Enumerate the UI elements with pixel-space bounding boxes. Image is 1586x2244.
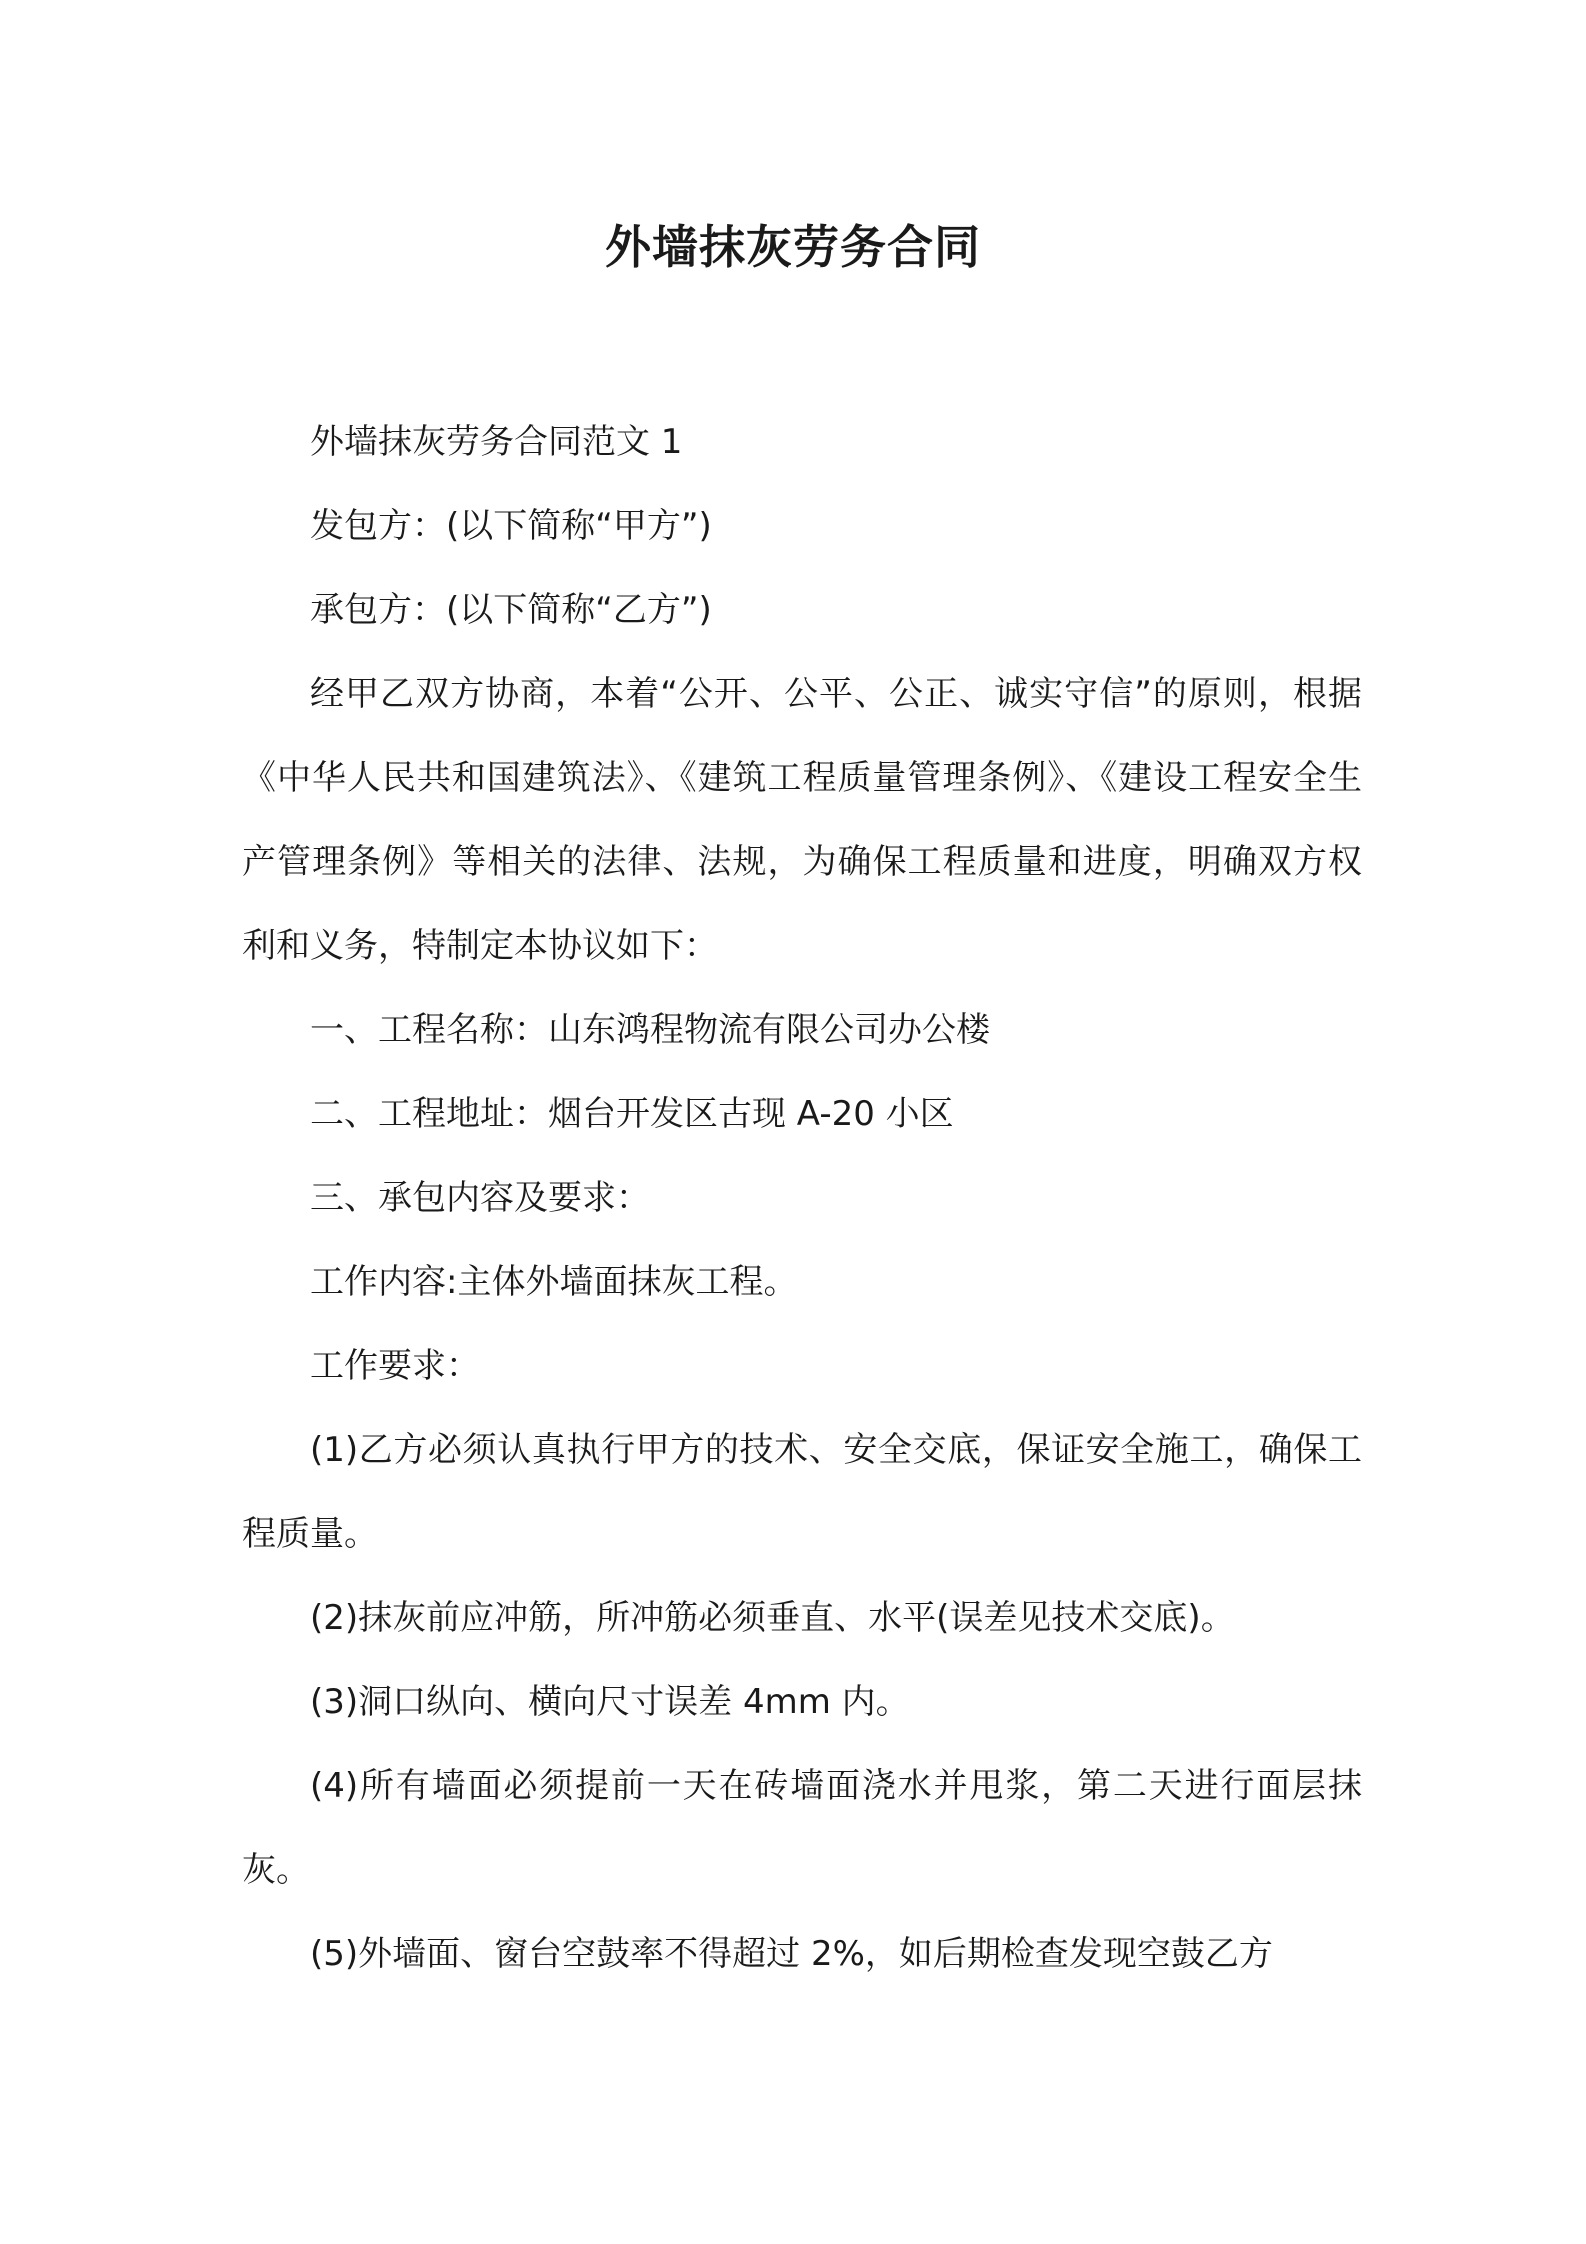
paragraph-scope-heading: 三、承包内容及要求： [310,1178,650,1218]
paragraph-requirement-3: (3)洞口纵向、横向尺寸误差 4mm 内。 [310,1682,910,1722]
paragraph-requirement-1: (1)乙方必须认真执行甲方的技术、安全交底，保证安全施工，确保工程质量。 [242,1430,1362,1554]
paragraph-requirement-5: (5)外墙面、窗台空鼓率不得超过 2%，如后期检查发现空鼓乙方 [310,1934,1273,1974]
paragraph-requirement-4: (4)所有墙面必须提前一天在砖墙面浇水并甩浆，第二天进行面层抹灰。 [242,1766,1362,1890]
paragraph-work-content: 工作内容:主体外墙面抹灰工程。 [310,1262,798,1302]
paragraph-project-address: 二、工程地址：烟台开发区古现 A-20 小区 [310,1094,954,1134]
paragraph-project-name: 一、工程名称：山东鸿程物流有限公司办公楼 [310,1010,990,1050]
paragraph-heading-sample: 外墙抹灰劳务合同范文 1 [310,422,683,462]
paragraph-work-requirements: 工作要求： [310,1346,480,1386]
document-body [242,400,1362,1996]
paragraph-requirement-2: (2)抹灰前应冲筋，所冲筋必须垂直、水平(误差见技术交底)。 [310,1598,1235,1638]
paragraph-party-b: 承包方：(以下简称“乙方”) [310,590,712,630]
paragraph-party-a: 发包方：(以下简称“甲方”) [310,506,712,546]
document-title: 外墙抹灰劳务合同 [605,220,981,274]
paragraph-preamble: 经甲乙双方协商，本着“公开、公平、公正、诚实守信”的原则，根据《中华人民共和国建筑法》、《建筑工程质量管理条例》、《建设工程安全生产管理条例》等相关的法律、法规，为确保工程质量和进度，明确双方权利和义务，特制定本协议如下： [242,674,1362,966]
